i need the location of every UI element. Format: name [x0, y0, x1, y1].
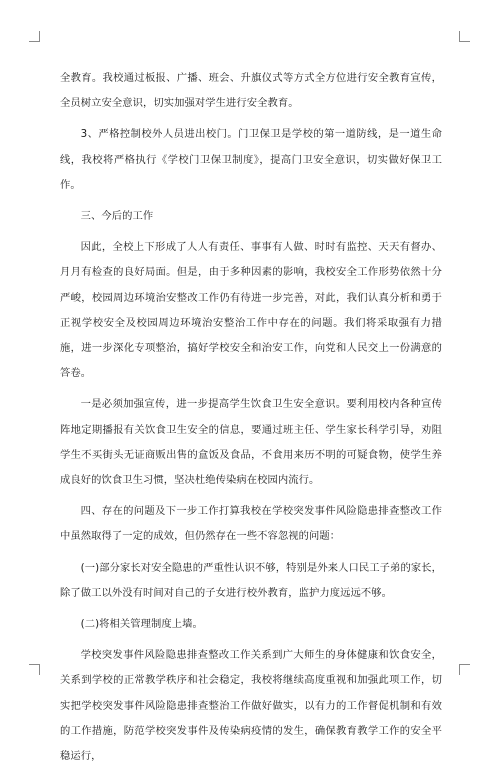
- crop-mark-top-left: [29, 31, 40, 42]
- paragraph-food-safety-publicity: 一是必须加强宣传，进一步提高学生饮食卫生安全意识。要利用校内各种宣传阵地定期播报有关饮食卫生安全的信息，要通过班主任、学生家长科学引导，劝阻学生不买街头无证商贩出售的盒饭及食品，不食用来历不明的可疑食物，使学生养成良好的饮食卫生习惯，坚决杜绝传染病在校园内流行。: [60, 398, 442, 487]
- crop-mark-bottom-right: [459, 664, 470, 675]
- crop-mark-top-right: [459, 31, 470, 42]
- paragraph-continued-safety-education: 全教育。我校通过板报、广播、班会、升旗仪式等方式全方位进行安全教育宣传，全员树立安全意识，切实加强对学生进行安全教育。: [60, 72, 442, 110]
- document-body: [60, 66, 442, 775]
- section-heading-problems-next-steps: 四、存在的问题及下一步工作打算我校在学校突发事件风险隐患排查整改工作中虽然取得了一定的成效，但仍然存在一些不容忽视的问题：: [60, 505, 442, 543]
- paragraph-situation-analysis: 因此，全校上下形成了人人有责任、事事有人做、时时有监控、天天有督办、月月有检查的良好局面。但是，由于多种因素的影响，我校安全工作形势依然十分严峻，校园周边环境治安整改工作仍有待进一步完善，对此，我们认真分析和勇于正视学校安全及校园周边环境治安整治工作中存在的问题。我们将采取强有力措施，进一步深化专项整治，搞好学校安全和治安工作，向党和人民交上一份满意的答卷。: [60, 241, 442, 380]
- section-heading-future-work: 三、今后的工作: [80, 210, 154, 223]
- paragraph-visitor-control: 3、严格控制校外人员进出校门。门卫保卫是学校的第一道防线，是一道生命线，我校将严格执行《学校门卫保卫制度》，提高门卫安全意识，切实做好保卫工作。: [60, 128, 442, 191]
- paragraph-problem-two: (二)将相关管理制度上墙。: [80, 618, 203, 631]
- crop-mark-bottom-left: [29, 664, 40, 675]
- paragraph-conclusion: 学校突发事件风险隐患排查整改工作关系到广大师生的身体健康和饮食安全，关系到学校的正常教学秩序和社会稳定，我校将继续高度重视和加强此项工作，切实把学校突发事件风险隐患排查整治工作做好做实，以有力的工作督促机制和有效的工作措施，防范学校突发事件及传染病疫情的发生，确保教育教学工作的安全平稳运行，: [60, 649, 442, 763]
- paragraph-problem-one: (一)部分家长对安全隐患的严重性认识不够，特别是外来人口民工子弟的家长，除了做工以外没有时间对自己的子女进行校外教育，监护力度远远不够。: [60, 561, 442, 599]
